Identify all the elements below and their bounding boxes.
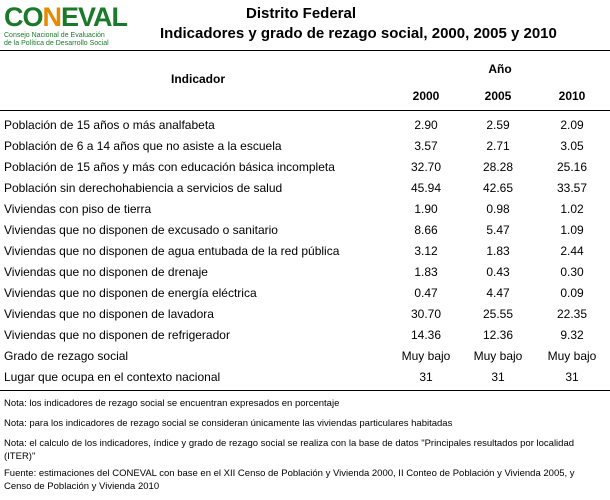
table-row <box>0 241 610 262</box>
table-row <box>0 367 610 388</box>
cell-2000: 45.94 <box>410 181 442 195</box>
cell-2000: 3.12 <box>414 244 438 258</box>
notes-section <box>4 397 604 500</box>
table-row <box>0 115 610 136</box>
cell-2000: 0.47 <box>414 286 438 300</box>
cell-2000: 1.90 <box>414 202 438 216</box>
cell-2010: 33.57 <box>556 181 588 195</box>
table-row <box>0 283 610 304</box>
table-row <box>0 304 610 325</box>
cell-2005: 28.28 <box>482 160 514 174</box>
row-label: Viviendas que no disponen de refrigerador <box>4 328 230 342</box>
coneval-logo <box>4 3 154 47</box>
row-label: Población de 6 a 14 años que no asiste a la escuela <box>4 139 282 153</box>
logo-subtitle-1: Consejo Nacional de Evaluación <box>4 32 105 39</box>
table-row <box>0 325 610 346</box>
table-row <box>0 157 610 178</box>
cell-2000: 31 <box>419 370 433 384</box>
source-note: Fuente: estimaciones del CONEVAL con base en el XII Censo de Población y Vivienda 2000, II Conteo de Población y Vivienda 2005, y Censo de Población y Vivienda 2010 <box>4 468 575 492</box>
year-header-2000: 2000 <box>412 89 440 103</box>
row-label: Viviendas que no disponen de energía eléctrica <box>4 286 257 300</box>
cell-2005: 1.83 <box>486 244 510 258</box>
cell-2005: 25.55 <box>482 307 514 321</box>
note-3: Nota: el calculo de los indicadores, índice y grado de rezago social se realiza con la base de datos "Principales resultados por localidad (ITER)" <box>4 438 575 462</box>
table-header-divider <box>0 110 610 111</box>
cell-2005: 2.59 <box>486 118 510 132</box>
cell-2010: 2.09 <box>560 118 584 132</box>
cell-2010: 3.05 <box>560 139 584 153</box>
cell-2000: Muy bajo <box>401 349 451 363</box>
cell-2000: 3.57 <box>414 139 438 153</box>
table-row <box>0 178 610 199</box>
cell-2010: 0.09 <box>560 286 584 300</box>
cell-2000: 30.70 <box>410 307 442 321</box>
page-subtitle: Indicadores y grado de rezago social, 2000, 2005 y 2010 <box>160 25 557 42</box>
logo-wordmark: CONEVAL <box>4 2 128 32</box>
table-row <box>0 220 610 241</box>
logo-subtitle-2: de la Política de Desarrollo Social <box>4 40 109 47</box>
cell-2005: 31 <box>491 370 505 384</box>
year-header: Año <box>488 62 512 76</box>
table-row <box>0 136 610 157</box>
cell-2000: 32.70 <box>410 160 442 174</box>
row-label: Población sin derechohabiencia a servicios de salud <box>4 181 283 195</box>
table-row <box>0 262 610 283</box>
cell-2005: 5.47 <box>486 223 510 237</box>
cell-2010: 31 <box>565 370 579 384</box>
row-label: Viviendas que no disponen de drenaje <box>4 265 208 279</box>
year-header-2010: 2010 <box>558 89 586 103</box>
cell-2010: 1.02 <box>560 202 584 216</box>
row-label: Viviendas que no disponen de excusado o sanitario <box>4 223 278 237</box>
cell-2010: 9.32 <box>560 328 584 342</box>
note-1: Nota: los indicadores de rezago social se encuentran expresados en porcentaje <box>4 398 340 409</box>
cell-2005: 4.47 <box>486 286 510 300</box>
page-title: Distrito Federal <box>246 5 357 22</box>
cell-2010: 2.44 <box>560 244 584 258</box>
note-2: Nota: para los indicadores de rezago social se consideran únicamente las viviendas particulares habitadas <box>4 418 453 429</box>
cell-2000: 2.90 <box>414 118 438 132</box>
row-label: Viviendas con piso de tierra <box>4 202 152 216</box>
header-divider <box>0 50 610 51</box>
cell-2010: 0.30 <box>560 265 584 279</box>
table-row <box>0 199 610 220</box>
cell-2005: 0.98 <box>486 202 510 216</box>
cell-2000: 8.66 <box>414 223 438 237</box>
row-label: Lugar que ocupa en el contexto nacional <box>4 370 221 384</box>
row-label: Viviendas que no disponen de lavadora <box>4 307 214 321</box>
table-bottom-divider <box>0 390 610 391</box>
cell-2005: 42.65 <box>482 181 514 195</box>
cell-2005: 0.43 <box>486 265 510 279</box>
year-header-2005: 2005 <box>484 89 512 103</box>
row-label: Viviendas que no disponen de agua entubada de la red pública <box>4 244 340 258</box>
row-label: Grado de rezago social <box>4 349 129 363</box>
cell-2000: 14.36 <box>410 328 442 342</box>
cell-2010: Muy bajo <box>547 349 597 363</box>
table-row <box>0 346 610 367</box>
row-label: Población de 15 años y más con educación básica incompleta <box>4 160 335 174</box>
row-label: Población de 15 años o más analfabeta <box>4 118 215 132</box>
cell-2005: Muy bajo <box>473 349 523 363</box>
header <box>0 0 610 50</box>
cell-2010: 25.16 <box>556 160 588 174</box>
cell-2005: 12.36 <box>482 328 514 342</box>
cell-2010: 1.09 <box>560 223 584 237</box>
indicator-header: Indicador <box>170 72 225 86</box>
cell-2005: 2.71 <box>486 139 510 153</box>
cell-2000: 1.83 <box>414 265 438 279</box>
cell-2010: 22.35 <box>556 307 588 321</box>
